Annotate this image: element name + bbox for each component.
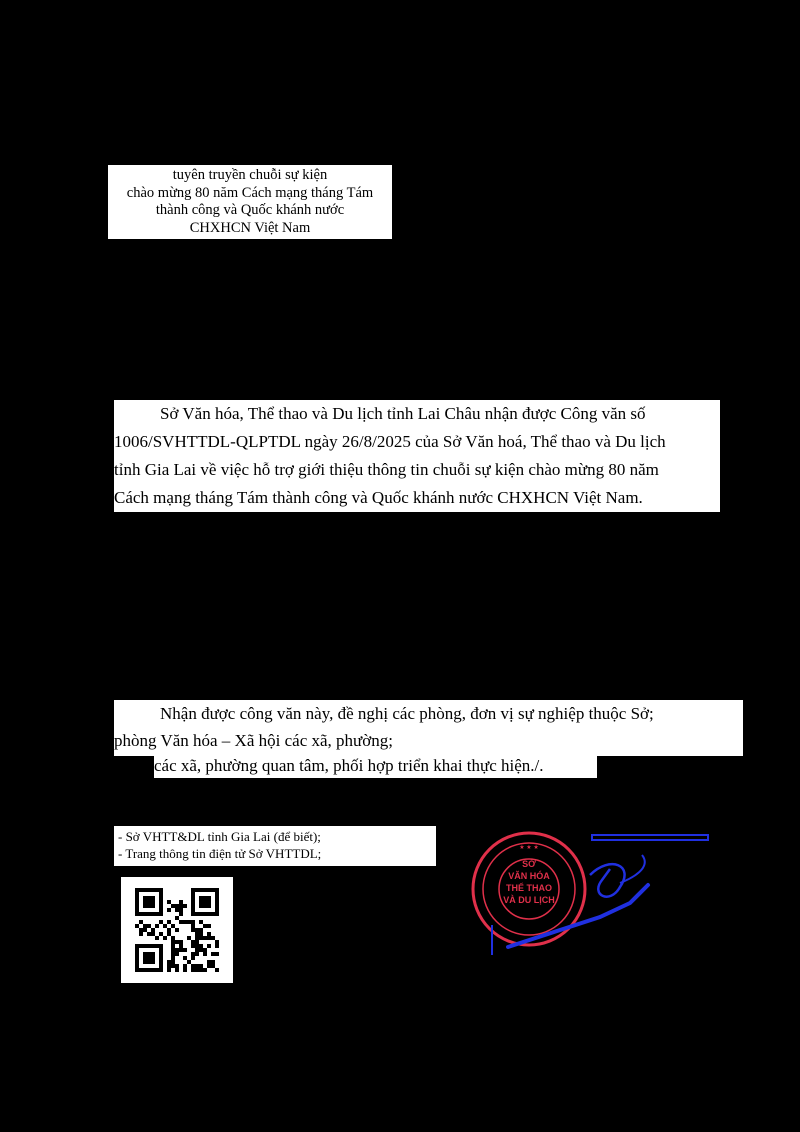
paragraph-line: Cách mạng tháng Tám thành công và Quốc khánh nước CHXHCN Việt Nam. [114, 488, 643, 507]
svg-text:SỞ: SỞ [522, 859, 536, 869]
svg-text:VĂN HÓA: VĂN HÓA [508, 871, 550, 881]
svg-text:★ ★ ★: ★ ★ ★ [519, 845, 539, 851]
paragraph-line: Sở Văn hóa, Thể thao và Du lịch tỉnh Lai Châu nhận được Công văn số [160, 404, 646, 423]
paragraph-line: phòng Văn hóa – Xã hội các xã, phường; [114, 731, 393, 750]
body-paragraph-2 [114, 700, 743, 756]
subject-line: thành công và Quốc khánh nước [155, 202, 345, 218]
paragraph-line: tỉnh Gia Lai về việc hỗ trợ giới thiệu thông tin chuỗi sự kiện chào mừng 80 năm [114, 460, 659, 479]
document-subject [108, 165, 392, 239]
qr-code-icon [134, 888, 220, 972]
svg-text:THỂ THAO: THỂ THAO [506, 883, 552, 893]
qr-code [121, 877, 233, 983]
paragraph-line: các xã, phường quan tâm, phối hợp triển khai thực hiện./. [154, 756, 544, 775]
body-paragraph-1 [114, 400, 720, 512]
body-paragraph-2-continuation [154, 754, 597, 778]
subject-line: tuyên truyền chuỗi sự kiện [172, 167, 328, 183]
subject-line: chào mừng 80 năm Cách mạng tháng Tám [126, 184, 374, 201]
recipient-item: - Sở VHTT&DL tỉnh Gia Lai (để biết); [118, 829, 321, 844]
official-stamp-signature [470, 825, 720, 965]
recipient-item: - Trang thông tin điện tử Sở VHTTDL; [118, 846, 322, 861]
paragraph-line: Nhận được công văn này, đề nghị các phòng, đơn vị sự nghiệp thuộc Sở; [160, 704, 654, 723]
recipients-list [114, 826, 436, 866]
svg-text:VÀ DU LỊCH: VÀ DU LỊCH [503, 895, 555, 905]
paragraph-line: 1006/SVHTTDL-QLPTDL ngày 26/8/2025 của Sở Văn hoá, Thể thao và Du lịch [114, 432, 666, 451]
subject-line: CHXHCN Việt Nam [189, 219, 311, 236]
